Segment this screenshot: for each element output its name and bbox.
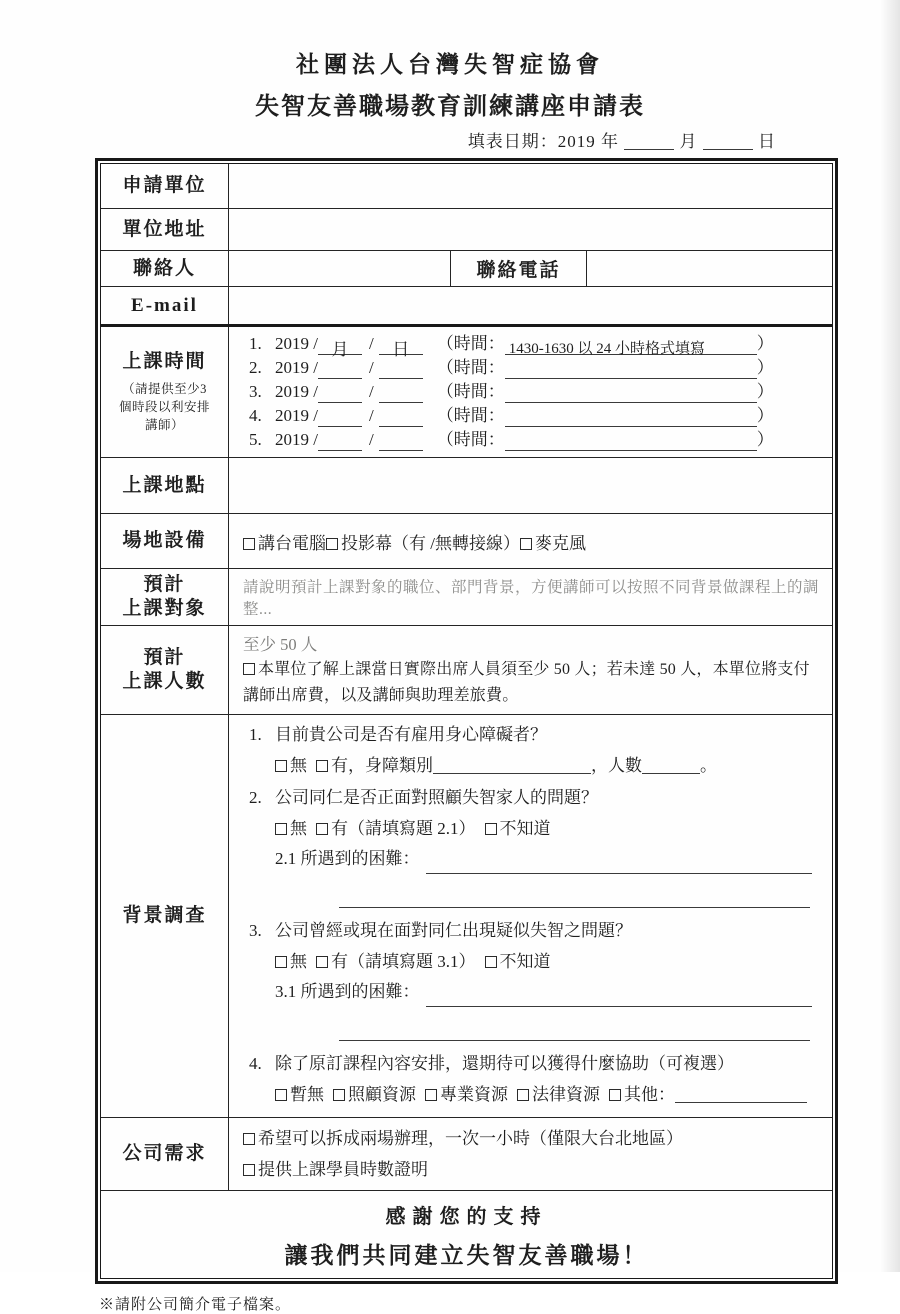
question-text: 除了原訂課程內容安排，還期待可以獲得什麼協助（可複選）: [275, 1054, 734, 1073]
form-title: 失智友善職場教育訓練講座申請表: [255, 94, 645, 120]
slot-day-blank[interactable]: [379, 434, 423, 451]
q2-difficulty-line: [243, 844, 822, 874]
q3-difficulty-blank-2[interactable]: [339, 1019, 810, 1041]
slot-separator: /: [368, 358, 374, 377]
audience-label-line2: 上課對象: [122, 598, 207, 619]
attachment-note: ※請附公司簡介電子檔案。: [99, 1297, 292, 1313]
attendance-label: [101, 626, 229, 714]
fill-date-label: 填表日期：2019 年: [467, 132, 619, 151]
time-open-label: （時間：: [436, 406, 505, 425]
needs-option-label: 希望可以拆成兩場辦理，一次一小時（僅限大台北地區）: [258, 1129, 683, 1148]
slot-month-blank[interactable]: [318, 386, 362, 403]
time-close-label: ）: [756, 334, 774, 353]
fill-date-line: [95, 127, 838, 152]
facility-projector-checkbox[interactable]: [326, 538, 338, 550]
facility-computer-checkbox[interactable]: [243, 538, 255, 550]
question-text: 公司曾經或現在面對同仁出現疑似失智之問題？: [275, 921, 632, 940]
survey-question-2: [243, 783, 822, 914]
q4-other-checkbox[interactable]: [609, 1089, 621, 1101]
q1-yes-label: 有，身障類別: [331, 756, 433, 775]
q3-yes-label: 有（請填寫題 3.1）: [331, 952, 476, 971]
form-row-email: [101, 287, 832, 327]
q3-none-checkbox[interactable]: [275, 956, 287, 968]
q3-difficulty-line: [243, 977, 822, 1007]
q4-option-label: 暫無: [290, 1085, 324, 1104]
survey-label: 背景調查: [101, 715, 229, 1117]
form-row-contact-person: [101, 251, 832, 287]
footer-slogan: 讓我們共同建立失智友善職場！: [284, 1243, 649, 1268]
slot-year: 2019 /: [275, 334, 318, 353]
slot-separator: /: [368, 382, 374, 401]
slot-separator: /: [368, 430, 374, 449]
slot-day-blank[interactable]: 日: [379, 338, 423, 355]
question-number: 4.: [249, 1054, 262, 1073]
time-open-label: （時間：: [436, 334, 505, 353]
q4-option-label: 照顧資源: [348, 1085, 416, 1104]
q1-count-label: ，人數: [591, 756, 642, 775]
slot-time-blank[interactable]: [505, 386, 757, 403]
needs-option-2: [243, 1154, 822, 1185]
q1-text-line: [249, 720, 822, 750]
facility-option-label: 講台電腦: [258, 533, 326, 553]
email-label: E-mail: [101, 287, 229, 324]
time-open-label: （時間：: [436, 382, 505, 401]
attendance-ack-line: [243, 657, 822, 709]
attendance-label-line1: 預計: [143, 647, 186, 668]
q4-professional-resources-checkbox[interactable]: [425, 1089, 437, 1101]
q4-text-line: [249, 1049, 822, 1079]
audience-placeholder: 請說明預計上課對象的職位、部門背景，方便講師可以按照不同背景做課程上的調整...: [243, 579, 820, 618]
q4-option-label: 法律資源: [532, 1085, 600, 1104]
q2-unknown-label: 不知道: [499, 819, 551, 838]
survey-question-4: [243, 1049, 822, 1110]
schedule-slot-4: [249, 404, 822, 427]
facility-label: 場地設備: [101, 514, 229, 568]
slot-month-blank[interactable]: [318, 362, 362, 379]
facility-microphone-checkbox[interactable]: [520, 538, 532, 550]
question-number: 3.: [249, 921, 262, 940]
schedule-label: 上課時間: [122, 351, 207, 372]
schedule-note: [119, 380, 210, 434]
needs-split-sessions-checkbox[interactable]: [243, 1133, 255, 1145]
q2-yes-label: 有（請填寫題 2.1）: [331, 819, 476, 838]
location-label: 上課地點: [101, 458, 229, 513]
facility-options: [229, 514, 832, 568]
question-text: 目前貴公司是否有雇用身心障礙者？: [275, 725, 547, 744]
q1-yes-checkbox[interactable]: [316, 760, 328, 772]
q3-options: [243, 946, 822, 977]
attendance-content-cell: [229, 626, 832, 714]
form-row-attendance: [101, 626, 832, 715]
day-label: 日: [758, 132, 776, 151]
applicant-label: 申請單位: [101, 164, 229, 208]
q2-none-label: 無: [290, 819, 307, 838]
address-label: 單位地址: [101, 209, 229, 250]
schedule-slot-3: [249, 380, 822, 403]
q2-difficulty-label: 2.1 所遇到的困難：: [275, 849, 420, 868]
schedule-note-line2: 個時段以利安排: [118, 400, 210, 414]
audience-value-cell[interactable]: [229, 569, 832, 625]
schedule-content-cell: [229, 327, 832, 457]
slot-year: 2019 /: [275, 382, 318, 401]
attendance-min-note: 至少 50 人: [243, 635, 318, 654]
schedule-note-line1: （請提供至少3: [122, 382, 207, 396]
slot-year: 2019 /: [275, 430, 318, 449]
q2-difficulty-blank-2[interactable]: [339, 886, 810, 908]
q4-other-blank[interactable]: [675, 1086, 807, 1103]
q4-other-label: 其他：: [624, 1085, 675, 1104]
audience-label: [101, 569, 229, 625]
attendance-ack-text: 本單位了解上課當日實際出席人員須至少 50 人；若未達 50 人，本單位將支付講師出席費，以及講師與助理差旅費。: [243, 661, 810, 704]
form-row-applicant: [101, 164, 832, 209]
q4-option-label: 專業資源: [440, 1085, 508, 1104]
slot-time-blank[interactable]: [505, 410, 757, 427]
form-row-address: [101, 209, 832, 251]
attendance-label-line2: 上課人數: [122, 671, 207, 692]
q1-none-checkbox[interactable]: [275, 760, 287, 772]
slot-separator: /: [368, 334, 374, 353]
q1-disability-type-blank[interactable]: [433, 757, 591, 774]
slot-number: 4.: [249, 406, 262, 425]
organization-title: 社團法人台灣失智症協會: [296, 52, 604, 77]
slot-day-blank[interactable]: [379, 410, 423, 427]
slot-day-blank[interactable]: [379, 362, 423, 379]
time-close-label: ）: [756, 406, 774, 425]
q3-difficulty-blank[interactable]: [426, 990, 813, 1007]
time-close-label: ）: [756, 430, 774, 449]
question-text: 公司同仁是否正面對照顧失智家人的問題？: [275, 788, 598, 807]
schedule-note-line3: 講師）: [144, 418, 184, 432]
form-row-footer: [101, 1191, 832, 1278]
slot-day-blank[interactable]: [379, 386, 423, 403]
fill-date-month-blank[interactable]: [624, 133, 674, 150]
form-header: [0, 0, 900, 121]
slot-number: 5.: [249, 430, 262, 449]
q4-legal-resources-checkbox[interactable]: [517, 1089, 529, 1101]
q1-options: [243, 750, 822, 781]
slot-year: 2019 /: [275, 358, 318, 377]
location-value-cell[interactable]: [229, 458, 832, 513]
slot-number: 2.: [249, 358, 262, 377]
schedule-slot-5: [249, 428, 822, 451]
needs-label: 公司需求: [101, 1118, 229, 1190]
survey-content-cell: [229, 715, 832, 1117]
form-row-needs: [101, 1118, 832, 1191]
question-number: 1.: [249, 725, 262, 744]
form-row-audience: [101, 569, 832, 626]
slot-separator: /: [368, 406, 374, 425]
q1-none-label: 無: [290, 756, 307, 775]
time-close-label: ）: [756, 382, 774, 401]
footer-message: [101, 1191, 832, 1278]
q4-care-resources-checkbox[interactable]: [333, 1089, 345, 1101]
slot-number: 3.: [249, 382, 262, 401]
schedule-slot-1: [249, 332, 822, 359]
q4-options: [243, 1079, 822, 1110]
needs-option-label: 提供上課學員時數證明: [258, 1160, 428, 1179]
footer-thanks: 感謝您的支持: [385, 1206, 548, 1228]
time-close-label: ）: [756, 358, 774, 377]
survey-question-3: [243, 916, 822, 1047]
form-row-facility: [101, 514, 832, 569]
email-value-cell[interactable]: [229, 287, 832, 324]
q3-difficulty-label: 3.1 所遇到的困難：: [275, 982, 420, 1001]
phone-label: 聯絡電話: [451, 251, 587, 286]
needs-option-1: [243, 1123, 822, 1154]
q2-difficulty-blank[interactable]: [426, 857, 813, 874]
form-row-location: [101, 458, 832, 514]
q2-text-line: [249, 783, 822, 813]
question-number: 2.: [249, 788, 262, 807]
time-open-label: （時間：: [436, 358, 505, 377]
address-value-cell[interactable]: [229, 209, 832, 250]
schedule-slot-2: [249, 356, 822, 379]
form-frame: [95, 158, 838, 1284]
q2-options: [243, 813, 822, 844]
facility-option-label: 麥克風: [534, 533, 586, 553]
q3-yes-checkbox[interactable]: [316, 956, 328, 968]
slot-month-blank[interactable]: 月: [318, 338, 362, 355]
q2-yes-checkbox[interactable]: [316, 823, 328, 835]
form-row-schedule: [101, 327, 832, 458]
q2-none-checkbox[interactable]: [275, 823, 287, 835]
q2-unknown-checkbox[interactable]: [485, 823, 497, 835]
fill-date-day-blank[interactable]: [703, 133, 753, 150]
slot-number: 1.: [249, 334, 262, 353]
q4-none-checkbox[interactable]: [275, 1089, 287, 1101]
slot-time-blank[interactable]: [505, 362, 757, 379]
q1-count-blank[interactable]: [642, 757, 700, 774]
needs-hour-certificate-checkbox[interactable]: [243, 1164, 255, 1176]
needs-options: [229, 1118, 832, 1190]
q3-unknown-checkbox[interactable]: [485, 956, 497, 968]
applicant-value-cell[interactable]: [229, 164, 832, 208]
facility-option-label: 投影幕（有 /無轉接線）: [341, 533, 520, 553]
q3-unknown-label: 不知道: [499, 952, 551, 971]
slot-month-blank[interactable]: [318, 410, 362, 427]
slot-time-blank[interactable]: [505, 434, 757, 451]
slot-month-blank[interactable]: [318, 434, 362, 451]
slot-year: 2019 /: [275, 406, 318, 425]
form-table: [100, 163, 833, 1279]
phone-value-cell[interactable]: [587, 251, 832, 286]
time-open-label: （時間：: [436, 430, 505, 449]
contact-person-label: 聯絡人: [101, 251, 229, 286]
schedule-label-cell: [101, 327, 229, 457]
survey-question-1: [243, 720, 822, 781]
slot-time-blank[interactable]: 1430-1630 以 24 小時格式填寫: [505, 338, 757, 355]
q1-period: 。: [700, 756, 717, 775]
form-row-survey: [101, 715, 832, 1118]
q3-text-line: [249, 916, 822, 946]
q3-none-label: 無: [290, 952, 307, 971]
audience-label-line1: 預計: [143, 574, 186, 595]
attendance-ack-checkbox[interactable]: [243, 663, 255, 675]
contact-person-value-cell[interactable]: [229, 251, 451, 286]
month-label: 月: [679, 132, 698, 151]
